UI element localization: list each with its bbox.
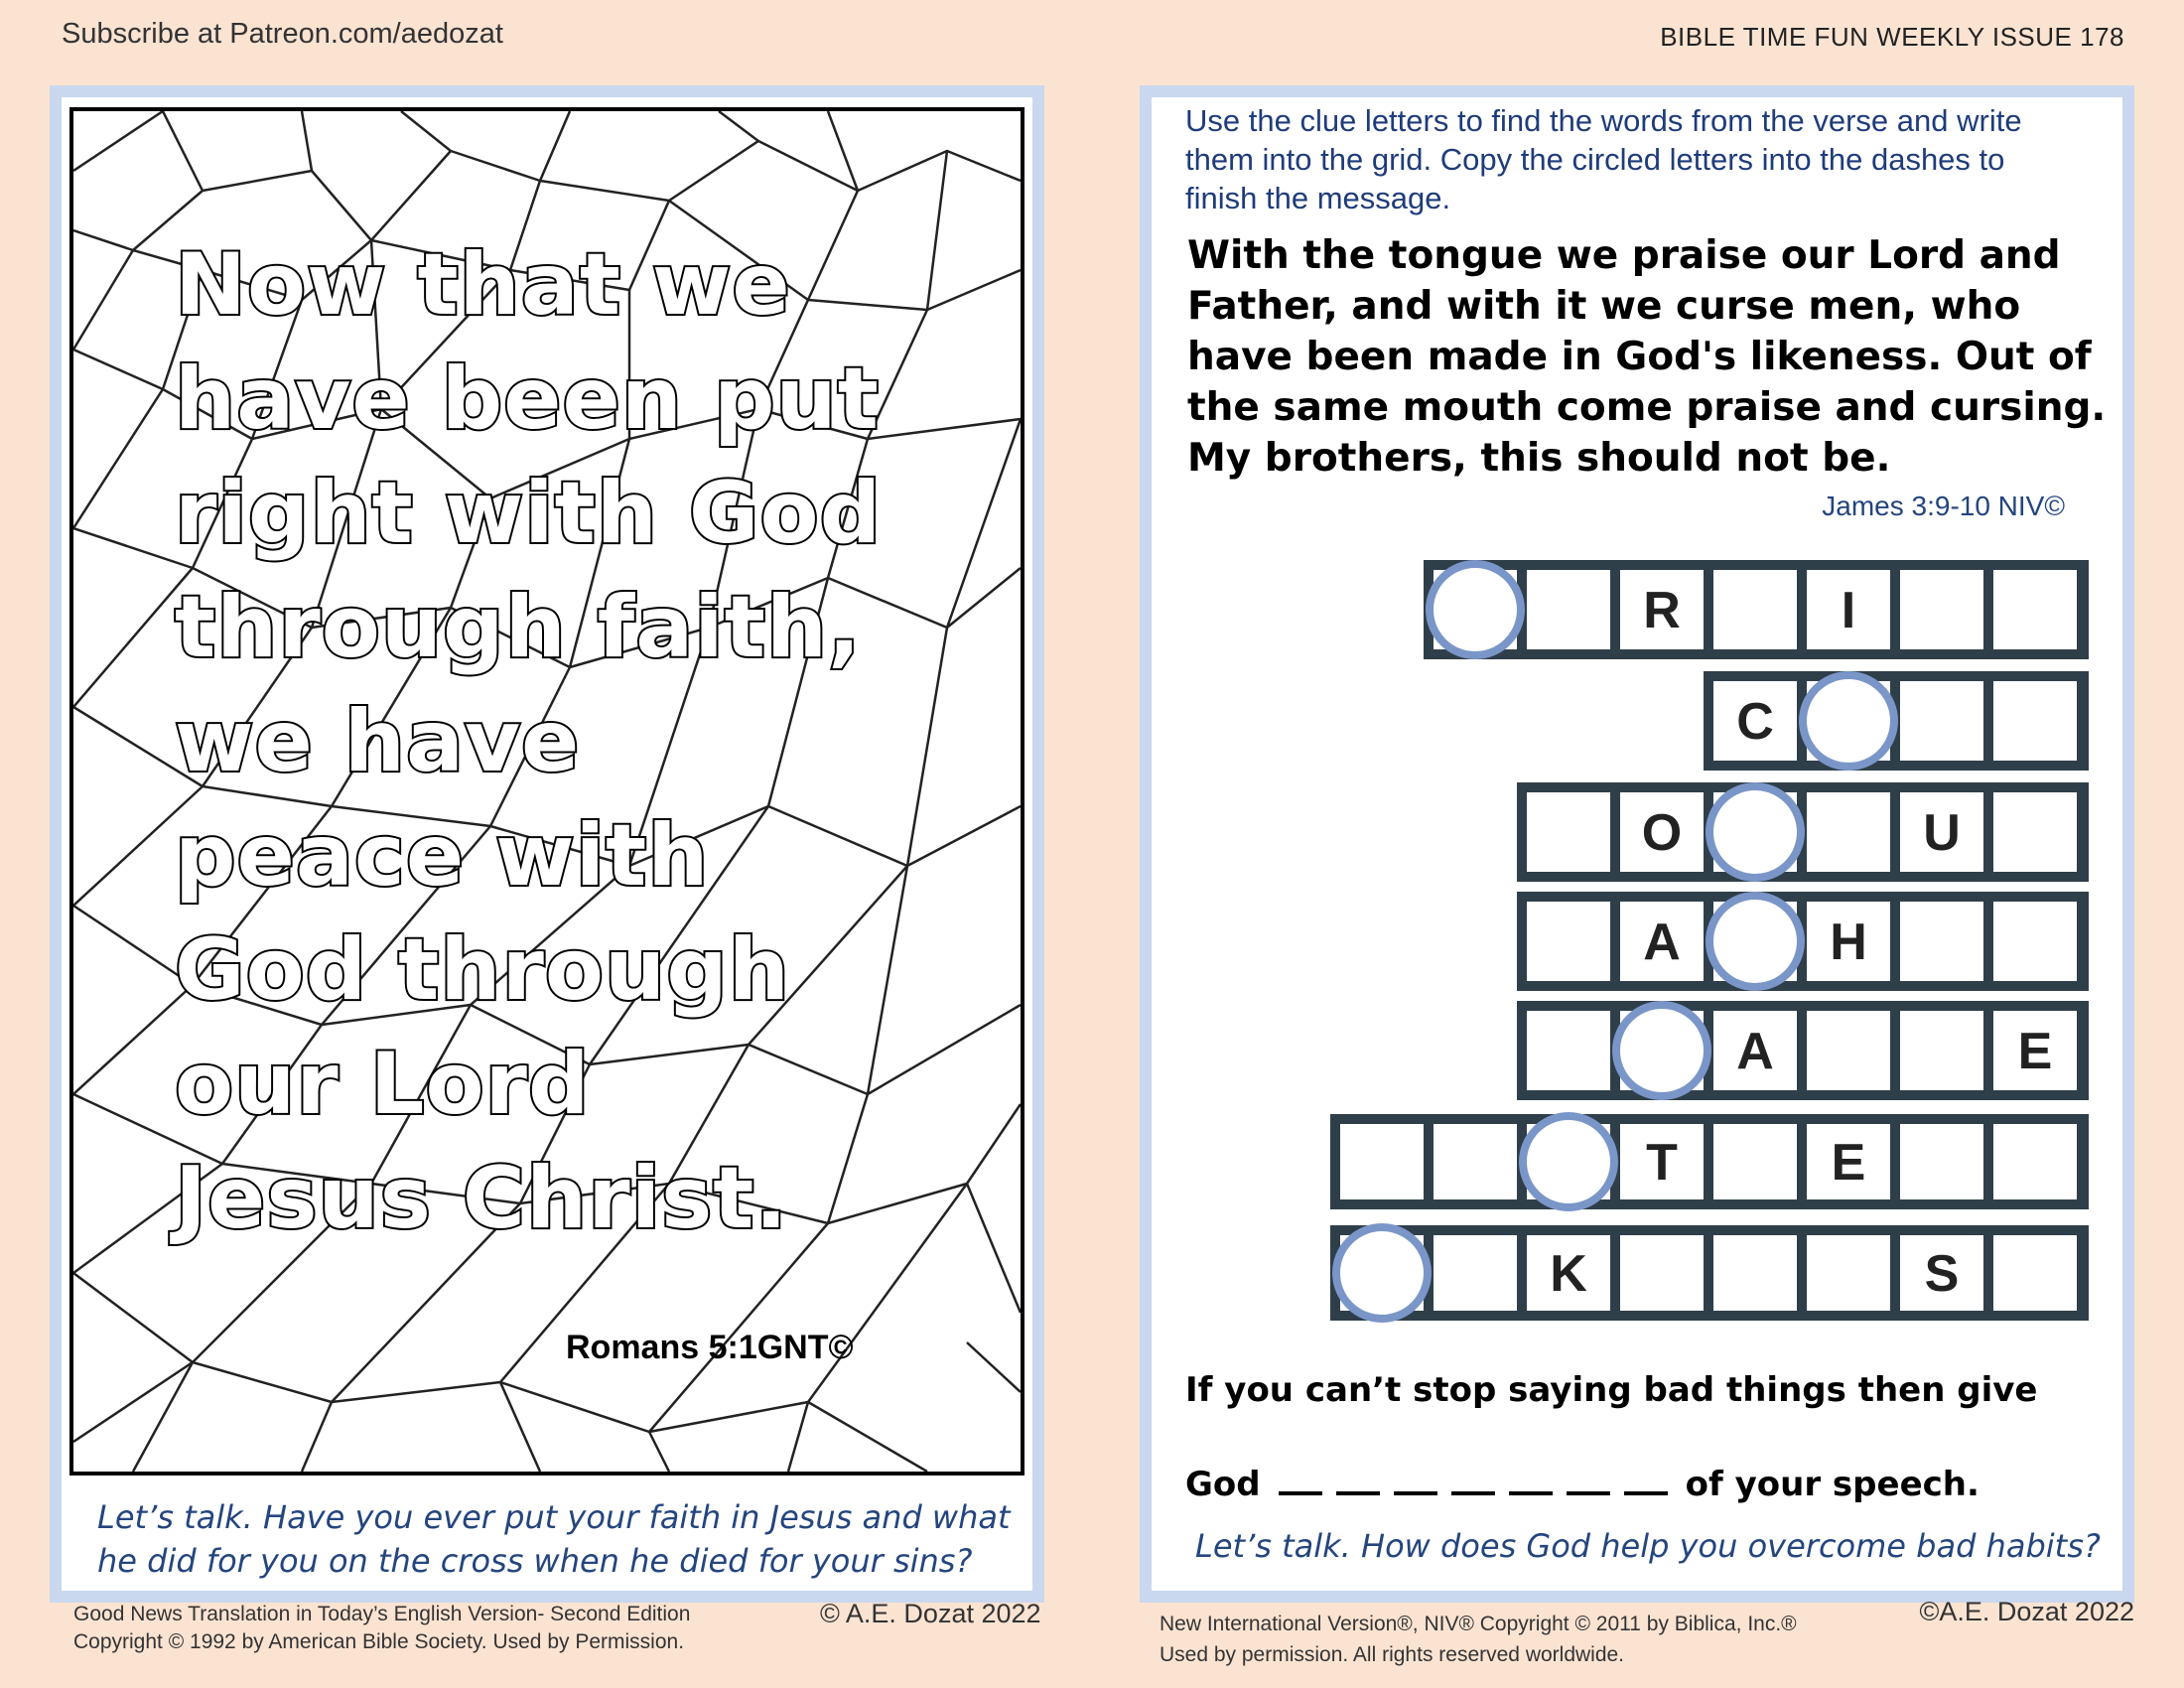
puzzle-cell[interactable] xyxy=(1527,902,1610,981)
left-page-inner xyxy=(62,97,1032,1591)
puzzle-cell[interactable] xyxy=(1993,570,2077,649)
verse-line: through faith, xyxy=(175,578,862,677)
circled-cell[interactable] xyxy=(1336,1227,1428,1319)
answer-blank[interactable] xyxy=(1394,1462,1437,1495)
clue-letter: C xyxy=(1736,693,1774,751)
message-line-2 xyxy=(1185,1462,1979,1504)
puzzle-cell[interactable] xyxy=(1900,570,1983,649)
puzzle-cell[interactable] xyxy=(1527,792,1610,872)
verse-line: we have xyxy=(175,692,581,791)
clue-letter: I xyxy=(1841,582,1856,639)
verse-line: have been put xyxy=(175,350,880,449)
clue-letter: A xyxy=(1643,914,1681,971)
clue-letter: U xyxy=(1923,804,1961,862)
verse-line: right with God xyxy=(175,464,883,563)
verse-reference: Romans 5:1GNT© xyxy=(566,1329,854,1366)
clue-letter: E xyxy=(2017,1023,2053,1080)
puzzle-cell[interactable] xyxy=(1900,1011,1983,1090)
copyright-line: Used by permission. All rights reserved worldwide. xyxy=(1160,1643,1625,1666)
issue-title: BIBLE TIME FUN WEEKLY ISSUE 178 xyxy=(1660,22,2124,52)
copyright-line: New International Version®, NIV® Copyright © 2011 by Biblica, Inc.® xyxy=(1160,1613,1797,1635)
puzzle-cell[interactable] xyxy=(1993,902,2077,981)
puzzle-cell[interactable] xyxy=(1807,792,1890,872)
answer-blank[interactable] xyxy=(1451,1462,1495,1495)
right-page-inner xyxy=(1152,97,2122,1591)
talk-prompt: Let’s talk. Have you ever put your faith in Jesus and what he did for you on the cross when he died for your sins? xyxy=(97,1498,1011,1580)
circled-cell[interactable] xyxy=(1709,786,1801,878)
puzzle-cell[interactable] xyxy=(1433,1235,1517,1311)
left-copyright xyxy=(73,1601,690,1656)
verse-line: our Lord xyxy=(175,1035,591,1134)
clue-letter: O xyxy=(1641,804,1683,862)
puzzle-cell[interactable] xyxy=(1713,1124,1797,1199)
message-suffix: of your speech. xyxy=(1685,1465,1979,1504)
puzzle-cell[interactable] xyxy=(1993,681,2077,761)
circled-cell[interactable] xyxy=(1616,1005,1707,1096)
circled-cell[interactable] xyxy=(1709,896,1801,987)
right-page xyxy=(1140,85,2134,1603)
clue-letter: S xyxy=(1924,1245,1960,1303)
subscribe-text: Subscribe at Patreon.com/aedozat xyxy=(62,18,503,50)
puzzle-cell[interactable] xyxy=(1620,1235,1704,1311)
puzzle-cell[interactable] xyxy=(1993,1235,2077,1311)
answer-blank[interactable] xyxy=(1567,1462,1610,1495)
copyright-line: Copyright © 1992 by American Bible Society. Used by Permission. xyxy=(73,1630,685,1653)
clue-letter: T xyxy=(1646,1134,1678,1192)
puzzle-cell[interactable] xyxy=(1900,681,1983,761)
left-page xyxy=(50,85,1044,1603)
puzzle-instructions: Use the clue letters to find the words from the verse and write them into the grid. Copy the circled letters into the dashes to finish the message. xyxy=(1185,103,2022,215)
puzzle-cell[interactable] xyxy=(1340,1124,1424,1199)
puzzle-cell[interactable] xyxy=(1993,1124,2077,1199)
word-puzzle-grid xyxy=(1152,97,2122,1591)
verse-line: peace with xyxy=(175,806,710,906)
left-author: © A.E. Dozat 2022 xyxy=(820,1599,1041,1628)
circled-cell[interactable] xyxy=(1430,564,1521,655)
message-line-1: If you can’t stop saying bad things then give xyxy=(1185,1370,2038,1410)
puzzle-cell[interactable] xyxy=(1433,1124,1517,1199)
puzzle-cell[interactable] xyxy=(1900,1124,1983,1199)
answer-blank[interactable] xyxy=(1624,1462,1668,1495)
circled-cell[interactable] xyxy=(1523,1116,1614,1207)
clue-letter: R xyxy=(1643,582,1681,639)
talk-prompt: Let’s talk. How does God help you overcome bad habits? xyxy=(1195,1527,2101,1565)
clue-letter: K xyxy=(1550,1245,1587,1303)
message-prefix: God xyxy=(1185,1465,1261,1504)
puzzle-cell[interactable] xyxy=(1527,1011,1610,1090)
puzzle-cell[interactable] xyxy=(1900,902,1983,981)
answer-blank[interactable] xyxy=(1279,1462,1322,1495)
right-copyright xyxy=(1160,1609,1797,1670)
clue-letter: H xyxy=(1830,914,1867,971)
copyright-line: Good News Translation in Today’s English Version- Second Edition xyxy=(73,1603,691,1625)
clue-letter: A xyxy=(1736,1023,1774,1080)
puzzle-cell[interactable] xyxy=(1713,1235,1797,1311)
verse-line: Jesus Christ. xyxy=(175,1149,789,1248)
answer-blanks[interactable] xyxy=(1279,1462,1668,1495)
puzzle-cell[interactable] xyxy=(1807,1011,1890,1090)
puzzle-cell[interactable] xyxy=(1993,792,2077,872)
mosaic-coloring-art xyxy=(69,107,1024,1476)
puzzle-cell[interactable] xyxy=(1713,570,1797,649)
verse-text: With the tongue we praise our Lord and Father, and with it we curse men, who have been made in God's likeness. Out of the same mouth come praise and cursing. My brothers, this should not be. xyxy=(1187,233,2107,481)
verse-line: Now that we xyxy=(175,235,791,335)
puzzle-cell[interactable] xyxy=(1807,1235,1890,1311)
verse-reference: James 3:9-10 NIV© xyxy=(1822,491,2065,521)
puzzle-cell[interactable] xyxy=(1527,570,1610,649)
clue-letter: E xyxy=(1831,1134,1866,1192)
answer-blank[interactable] xyxy=(1509,1462,1553,1495)
right-author: ©A.E. Dozat 2022 xyxy=(1919,1597,2134,1626)
circled-cell[interactable] xyxy=(1803,675,1894,767)
verse-outline-text xyxy=(175,228,929,1256)
answer-blank[interactable] xyxy=(1336,1462,1380,1495)
verse-line: God through xyxy=(175,920,791,1020)
